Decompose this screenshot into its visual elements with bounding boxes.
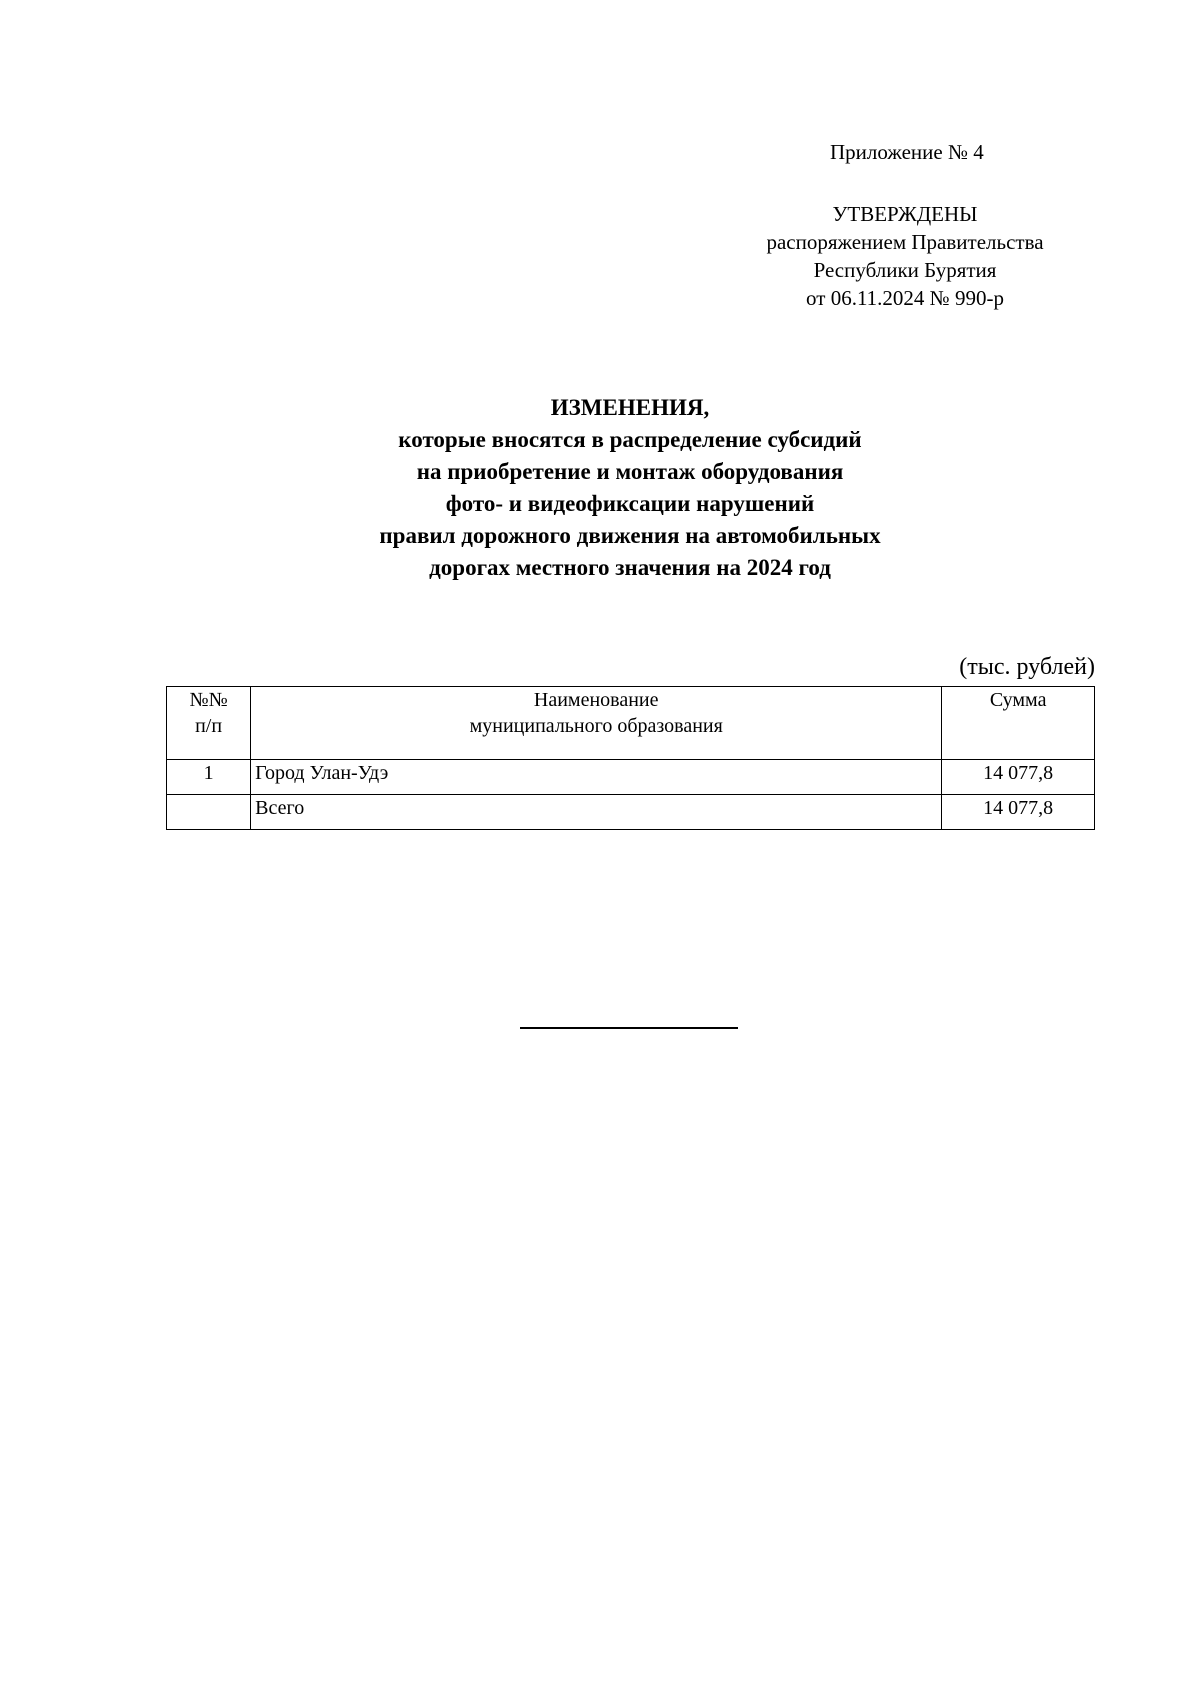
total-label: Всего <box>251 795 942 830</box>
title-line-3: на приобретение и монтаж оборудования <box>416 459 844 484</box>
header-name <box>251 687 942 760</box>
total-sum: 14 077,8 <box>942 795 1095 830</box>
header-number-line1: №№ <box>189 689 228 711</box>
header-number-line2: п/п <box>195 715 223 737</box>
document-title <box>160 392 1100 584</box>
approval-line-approved: УТВЕРЖДЕНЫ <box>832 202 978 226</box>
header-number <box>167 687 251 760</box>
title-line-5: правил дорожного движения на автомобильных <box>379 523 881 548</box>
total-number <box>167 795 251 830</box>
table-header <box>167 687 1095 760</box>
row-municipality: Город Улан-Удэ <box>251 760 942 795</box>
row-sum: 14 077,8 <box>942 760 1095 795</box>
title-line-2: которые вносятся в распределение субсидий <box>398 427 862 452</box>
appendix-number: Приложение № 4 <box>830 140 984 164</box>
title-line-6: дорогах местного значения на 2024 год <box>429 555 831 580</box>
approval-line-order: распоряжением Правительства <box>766 230 1044 254</box>
table-row <box>167 760 1095 795</box>
units-note: (тыс. рублей) <box>959 654 1095 680</box>
approval-stamp <box>740 200 1070 312</box>
row-number: 1 <box>167 760 251 795</box>
table-header-row <box>167 687 1095 760</box>
approval-line-republic: Республики Бурятия <box>813 258 997 282</box>
title-line-1: ИЗМЕНЕНИЯ, <box>550 395 710 420</box>
document-end-line <box>520 1027 738 1029</box>
approval-line-date: от 06.11.2024 № 990-р <box>806 286 1004 310</box>
table-row-total <box>167 795 1095 830</box>
subsidy-table <box>166 686 1095 830</box>
header-name-line1: Наименование <box>533 689 659 711</box>
header-sum <box>942 687 1095 760</box>
table-body <box>167 760 1095 830</box>
header-sum-label: Сумма <box>989 689 1047 711</box>
title-line-4: фото- и видеофиксации нарушений <box>445 491 815 516</box>
header-name-line2: муниципального образования <box>469 715 723 737</box>
